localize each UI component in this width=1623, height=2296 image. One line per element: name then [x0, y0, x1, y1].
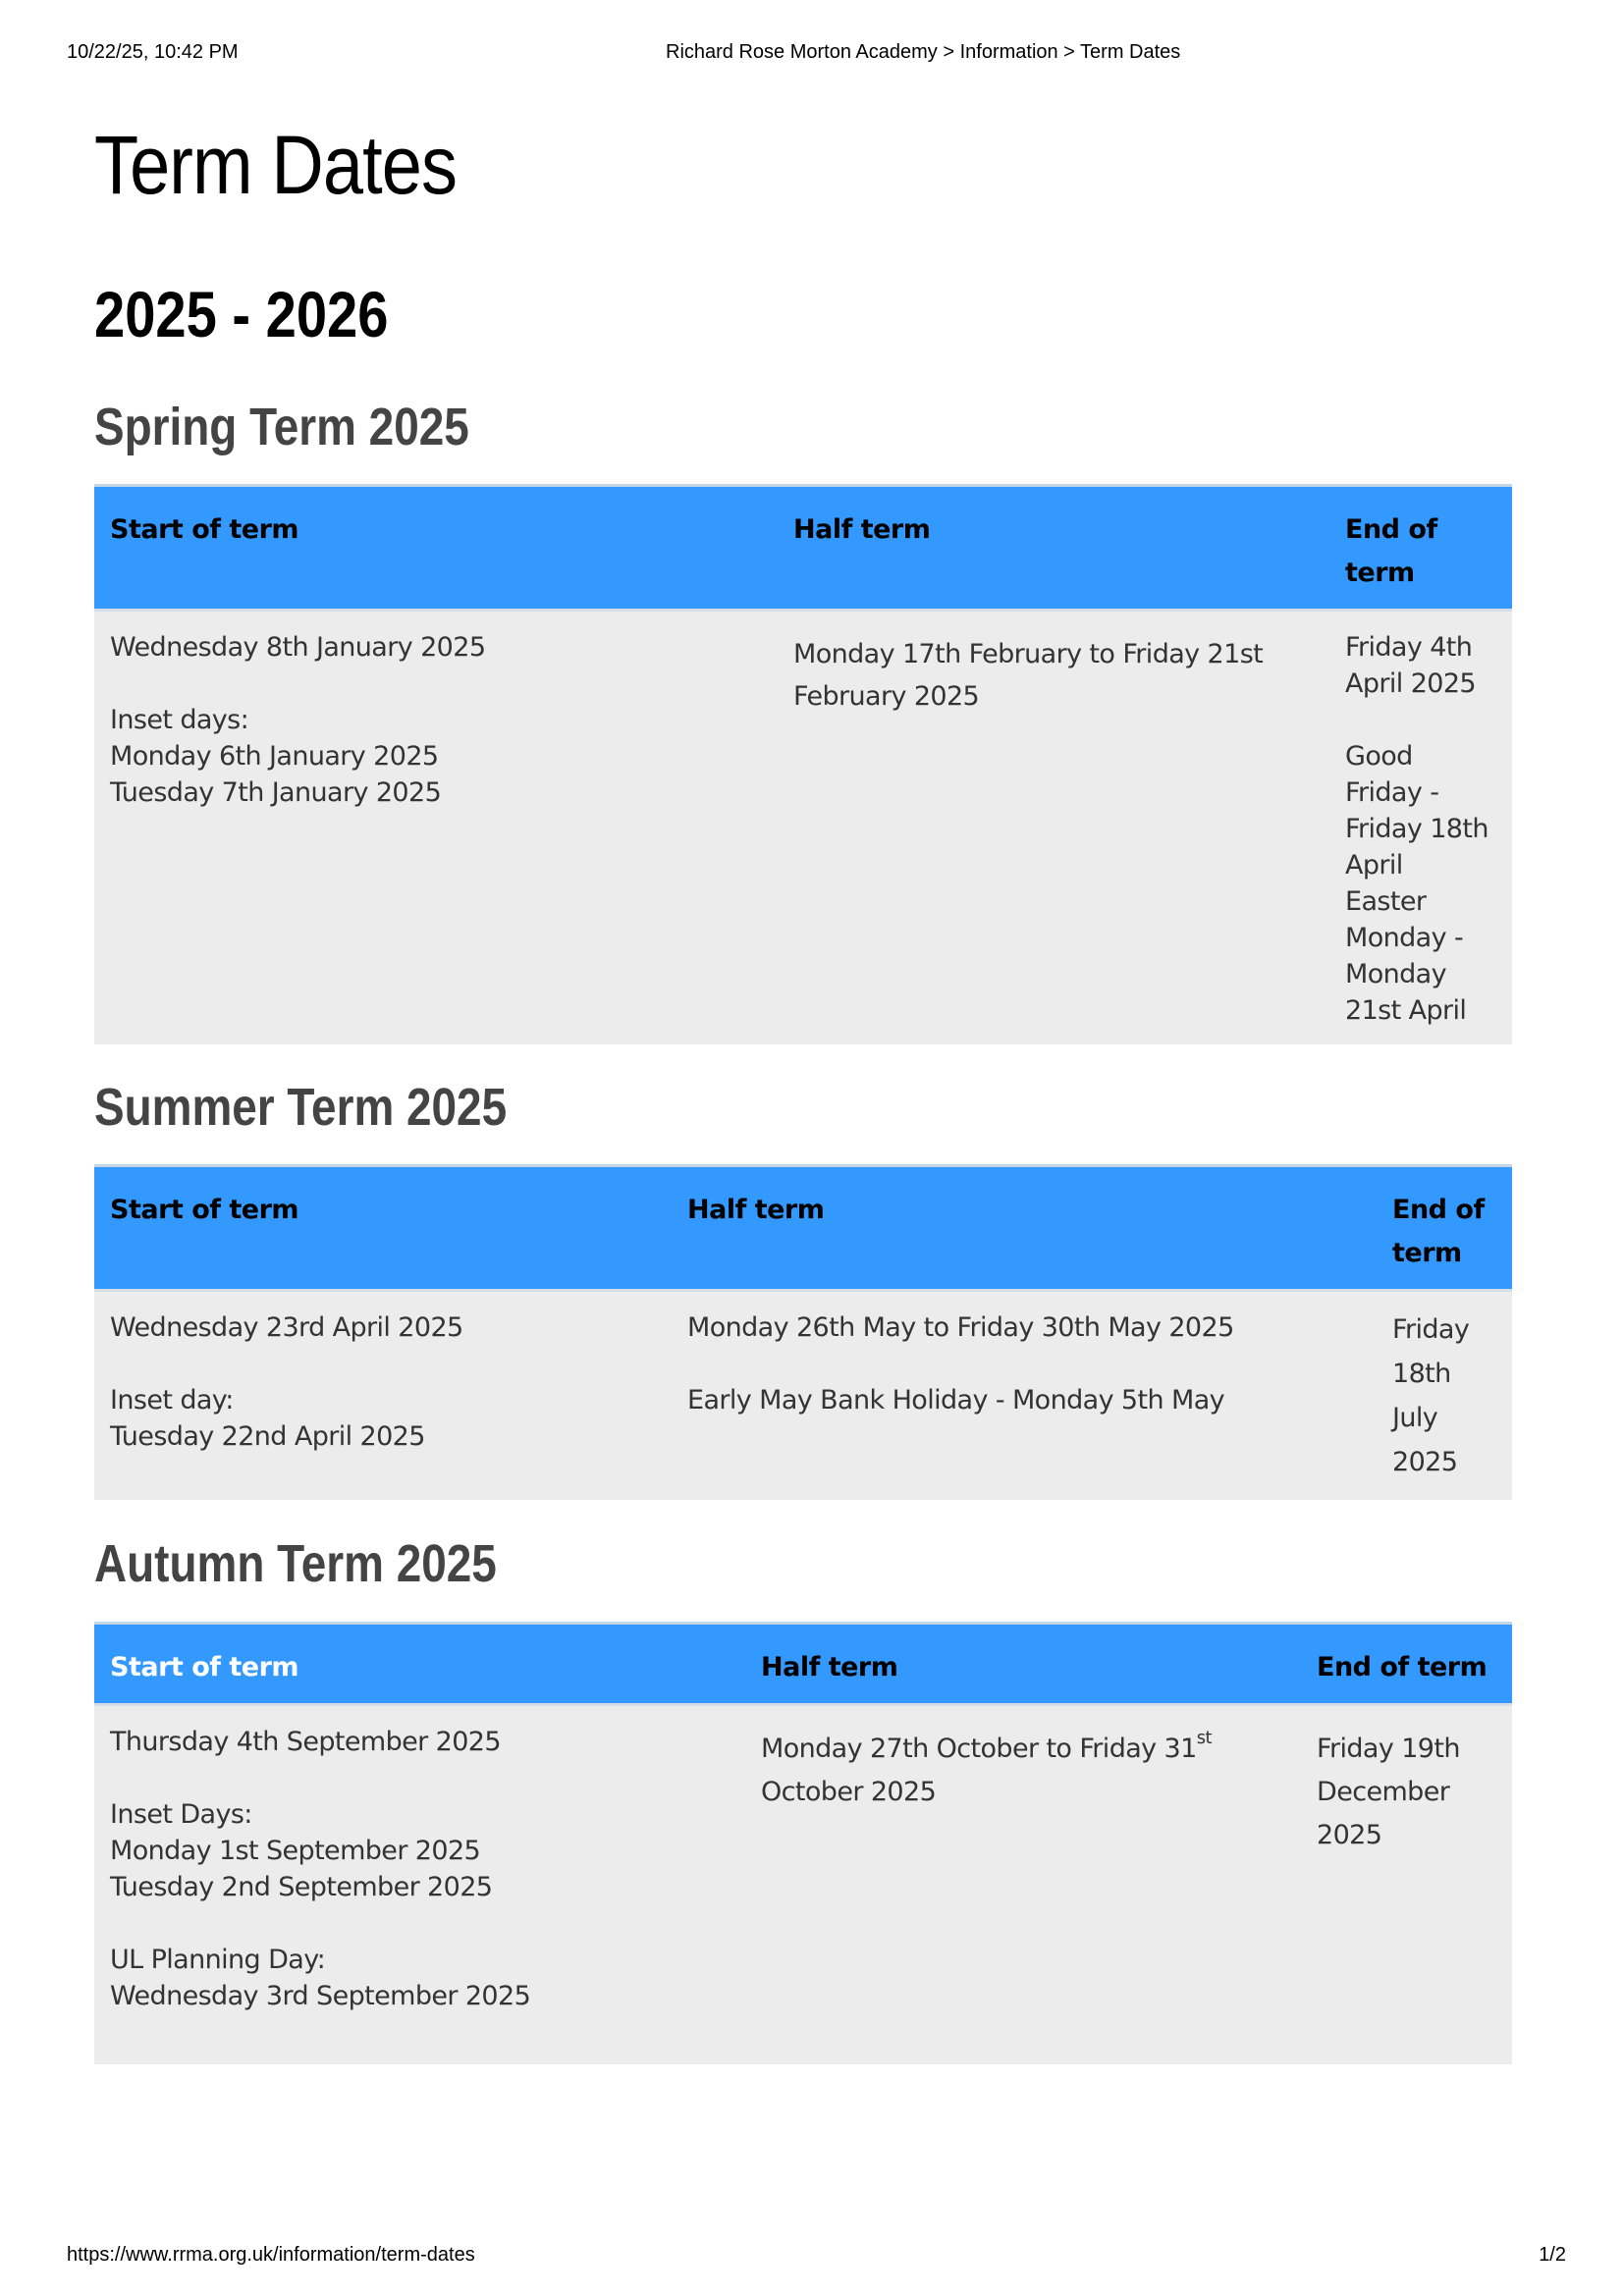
half-term-cell — [778, 611, 1329, 1045]
summer-term-table — [94, 1164, 1512, 1500]
inset-day: Tuesday 22nd April 2025 — [110, 1421, 425, 1452]
inset-label: Inset Days: — [110, 1799, 252, 1830]
end-note: Easter Monday - Monday 21st April — [1345, 886, 1467, 1026]
end-of-term-cell — [1377, 1291, 1512, 1501]
year-title: 2025 - 2026 — [94, 278, 389, 350]
column-header-end: End of term — [1329, 486, 1512, 611]
bank-holiday-note: Early May Bank Holiday - Monday 5th May — [687, 1385, 1225, 1415]
inset-day: Tuesday 2nd September 2025 — [110, 1872, 493, 1902]
autumn-term-table — [94, 1622, 1512, 2064]
inset-day: Monday 1st September 2025 — [110, 1836, 481, 1866]
inset-day: Tuesday 7th January 2025 — [110, 777, 442, 808]
spring-term-table — [94, 484, 1512, 1044]
end-of-term-cell — [1301, 1705, 1512, 2064]
page-url: https://www.rrma.org.uk/information/term-dates — [67, 2244, 475, 2266]
breadcrumb: Richard Rose Morton Academy > Information > Term Dates — [666, 41, 1181, 63]
print-footer — [0, 2244, 1623, 2268]
column-header-half: Half term — [672, 1166, 1377, 1291]
spring-term-heading: Spring Term 2025 — [94, 398, 469, 456]
autumn-term-heading: Autumn Term 2025 — [94, 1534, 497, 1593]
end-note: Good Friday - Friday 18th April — [1345, 741, 1488, 881]
table-row — [94, 1291, 1512, 1501]
ordinal-suffix: st — [1196, 1728, 1212, 1748]
half-term-dates — [761, 1728, 1285, 1814]
end-date: Friday 18th July 2025 — [1392, 1314, 1470, 1477]
start-date: Wednesday 23rd April 2025 — [110, 1312, 463, 1343]
end-of-term-cell — [1329, 611, 1512, 1045]
start-of-term-cell — [94, 611, 778, 1045]
inset-label: Inset day: — [110, 1385, 234, 1415]
print-header — [0, 41, 1623, 65]
table-row — [94, 1705, 1512, 2064]
column-header-start: Start of term — [94, 486, 778, 611]
page-number: 1/2 — [1539, 2244, 1566, 2266]
half-term-dates-part: October 2025 — [761, 1777, 937, 1807]
start-date: Thursday 4th September 2025 — [110, 1727, 501, 1757]
column-header-end: End of term — [1301, 1624, 1512, 1705]
page-title: Term Dates — [94, 119, 458, 211]
half-term-cell — [672, 1291, 1377, 1501]
half-term-dates: Monday 26th May to Friday 30th May 2025 — [687, 1312, 1234, 1343]
inset-day: Monday 6th January 2025 — [110, 741, 439, 772]
start-date: Wednesday 8th January 2025 — [110, 632, 486, 663]
planning-day: Wednesday 3rd September 2025 — [110, 1981, 531, 2011]
half-term-dates: Monday 17th February to Friday 21st February 2025 — [793, 639, 1264, 712]
end-date: Friday 4th April 2025 — [1345, 632, 1477, 699]
end-date: Friday 19th December 2025 — [1317, 1734, 1460, 1850]
summer-term-heading: Summer Term 2025 — [94, 1078, 508, 1137]
print-datetime: 10/22/25, 10:42 PM — [67, 41, 239, 63]
table-header-row — [94, 1624, 1512, 1705]
column-header-half: Half term — [745, 1624, 1301, 1705]
column-header-start: Start of term — [94, 1166, 672, 1291]
table-header-row — [94, 486, 1512, 611]
half-term-cell — [745, 1705, 1301, 2064]
planning-day-label: UL Planning Day: — [110, 1945, 326, 1975]
column-header-half: Half term — [778, 486, 1329, 611]
table-header-row — [94, 1166, 1512, 1291]
start-of-term-cell — [94, 1291, 672, 1501]
half-term-dates-part: Monday 27th October to Friday 31 — [761, 1734, 1197, 1764]
table-row — [94, 611, 1512, 1045]
column-header-end: End of term — [1377, 1166, 1512, 1291]
inset-label: Inset days: — [110, 705, 249, 735]
column-header-start: Start of term — [94, 1624, 745, 1705]
start-of-term-cell — [94, 1705, 745, 2064]
